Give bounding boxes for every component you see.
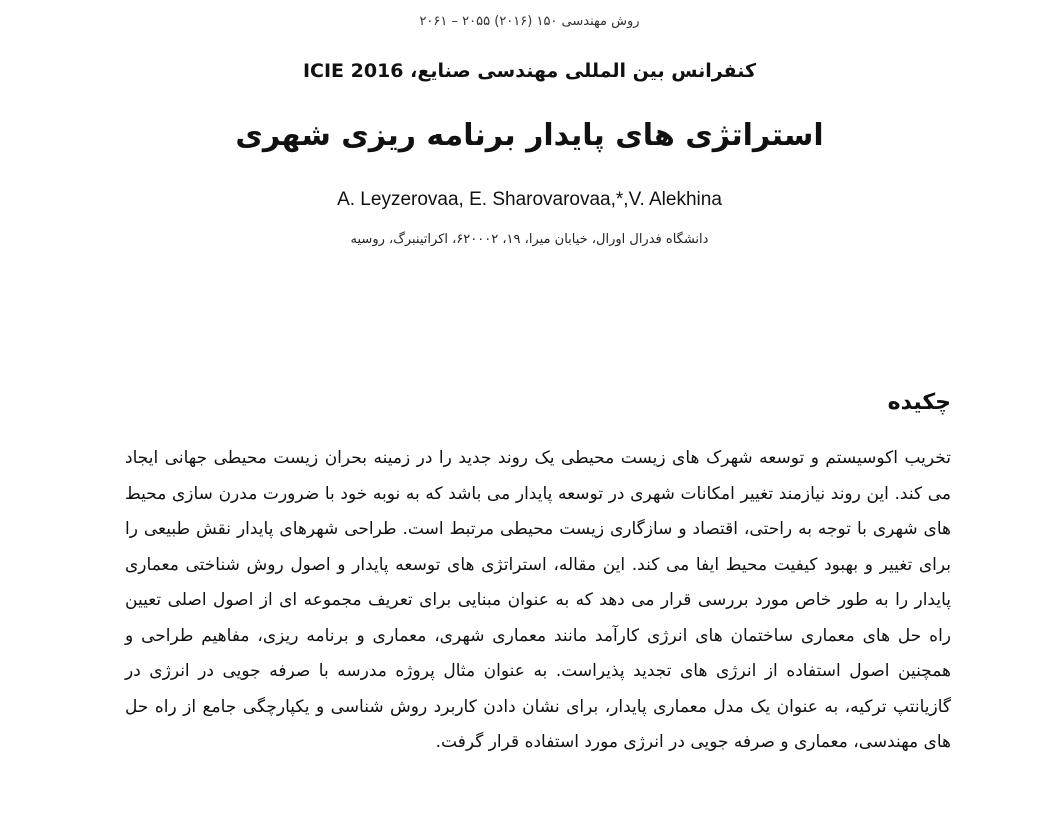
abstract-heading: چکیده bbox=[887, 390, 951, 415]
journal-citation: روش مهندسی ۱۵۰ (۲۰۱۶) ۲۰۵۵ – ۲۰۶۱ bbox=[419, 14, 640, 29]
abstract-body: تخریب اکوسیستم و توسعه شهرک های زیست محیطی یک روند جدید را در زمینه بحران زیست محیطی جهانی ایجاد می کند. این روند نیازمند تغییر امکانات شهری در توسعه پایدار می باشد که به نوبه خود با ضرورت مدرن سازی محیط های شهری با توجه به راحتی، اقتصاد و سازگاری زیست محیطی مرتبط است. طراحی شهرهای پایدار نقش طبیعی را برای تغییر و بهبود کیفیت محیط ایفا می کند. این مقاله، استراتژی های توسعه پایدار و اصول روش شناختی معماری پایدار را به طور خاص مورد بررسی قرار می دهد که به عنوان مبنایی برای تعریف مجموعه ای از اصول اصلی تعیین راه حل های معماری ساختمان های انرژی کارآمد مانند معماری شهری، معماری و برنامه ریزی، مفاهیم طراحی و همچنین اصول استفاده از انرژی های تجدید پذیراست. به عنوان مثال پروژه مدرسه با صرفه جویی در انرژی در گازیانتپ ترکیه، به عنوان یک مدل معماری پایدار، برای نشان دادن کاربرد روش شناسی و یکپارچگی جامع از راه حل های مهندسی، معماری و صرفه جویی در انرژی مورد استفاده قرار گرفت. bbox=[125, 448, 951, 752]
conference-name: کنفرانس بین المللی مهندسی صنایع، ICIE 2016 bbox=[302, 60, 757, 82]
author-affiliation: دانشگاه فدرال اورال، خیابان میرا، ۱۹، ۶۲۰۰۰۲، اکراتینبرگ، روسیه bbox=[350, 232, 709, 247]
author-list: A. Leyzerovaa, E. Sharovarovaa,*,V. Alekhina bbox=[337, 189, 722, 210]
paper-title: استراتژی های پایدار برنامه ریزی شهری bbox=[235, 118, 824, 153]
